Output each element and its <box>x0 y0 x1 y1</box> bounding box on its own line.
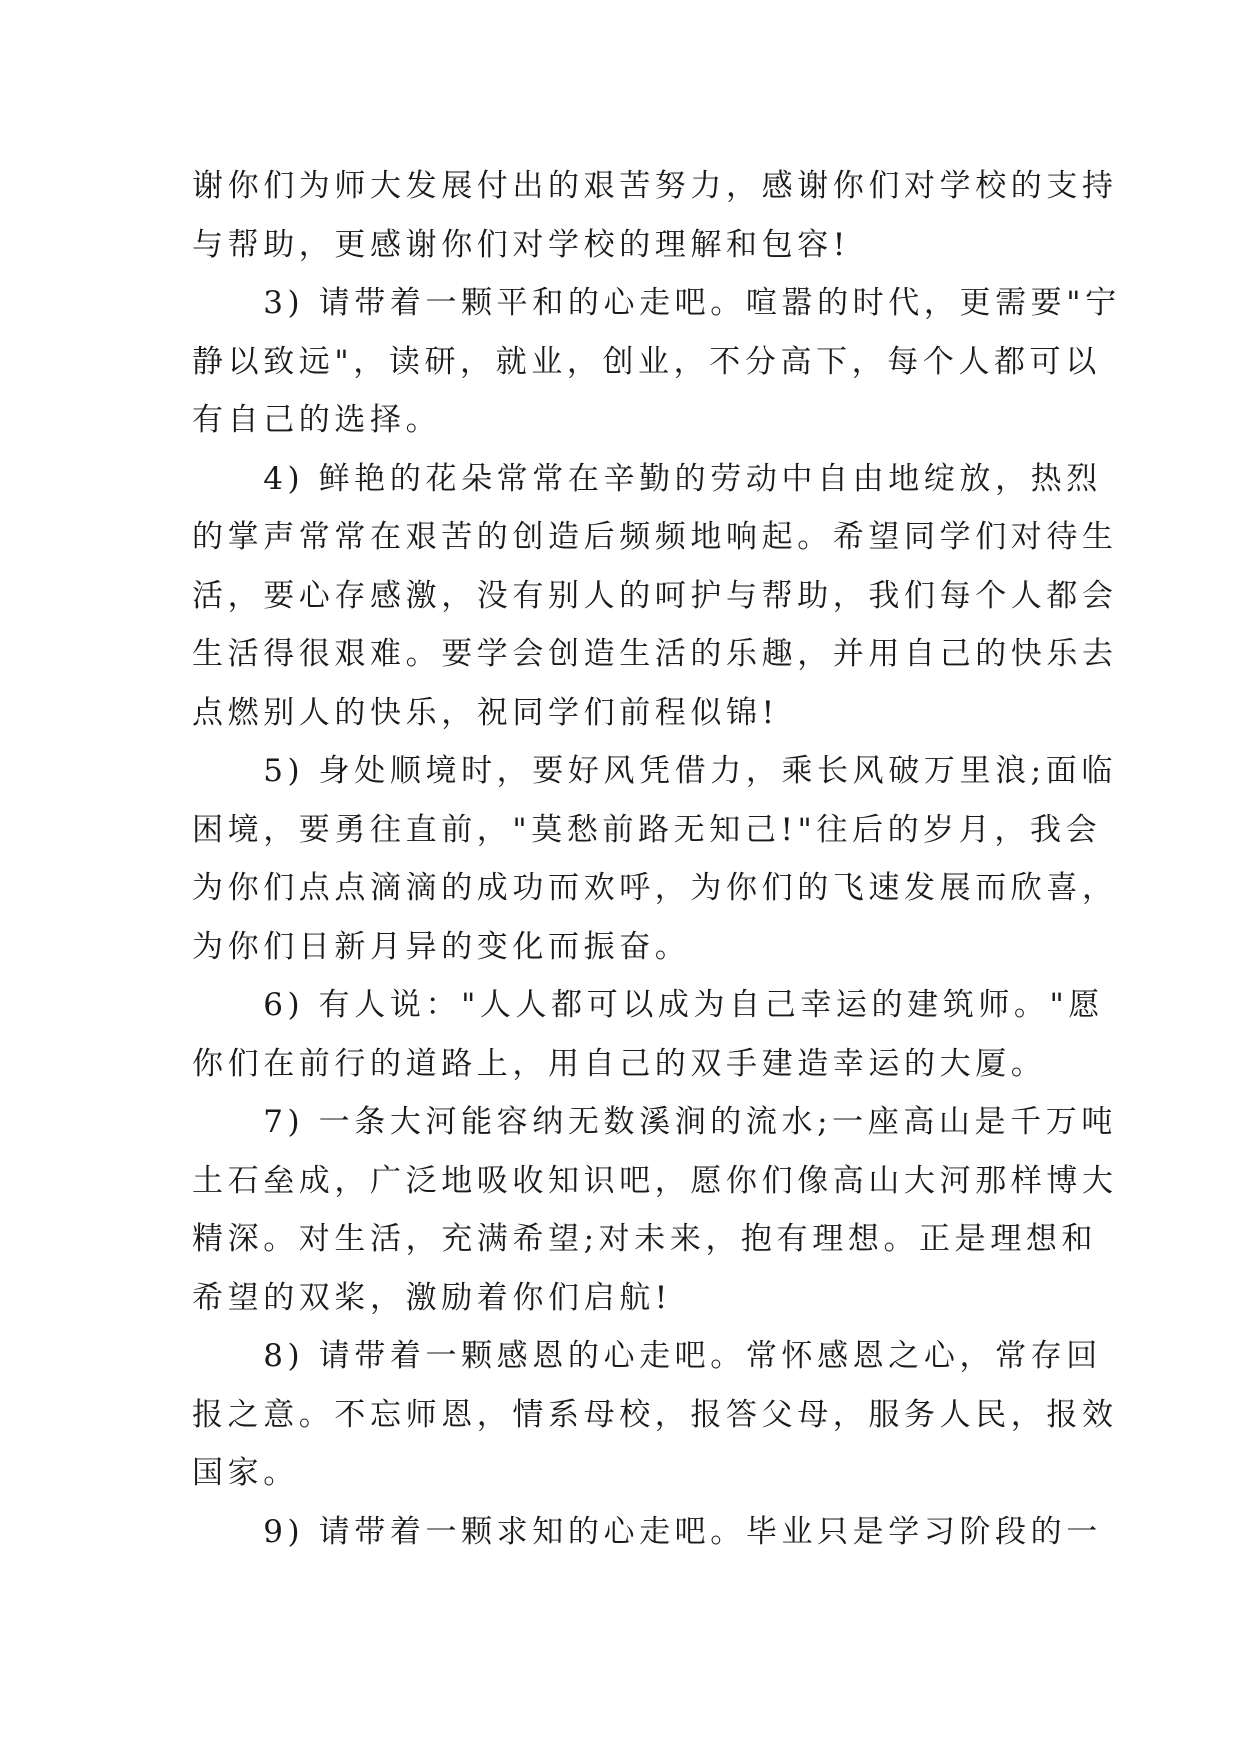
text-line: 精深。对生活，充满希望;对未来，抱有理想。正是理想和 <box>192 1221 1098 1257</box>
text-line: 8) 请带着一颗感恩的心走吧。常怀感恩之心，常存回 <box>192 1338 1102 1374</box>
text-line: 7) 一条大河能容纳无数溪涧的流水;一座高山是千万吨 <box>192 1104 1117 1140</box>
document-body <box>192 157 1121 1561</box>
text-line: 生活得很艰难。要学会创造生活的乐趣，并用自己的快乐去 <box>192 636 1118 672</box>
text-line: 为你们点点滴滴的成功而欢呼，为你们的飞速发展而欣喜， <box>192 870 1118 906</box>
text-line: 的掌声常常在艰苦的创造后频频地响起。希望同学们对待生 <box>192 519 1118 555</box>
text-line: 4) 鲜艳的花朵常常在辛勤的劳动中自由地绽放，热烈 <box>192 460 1102 497</box>
text-line: 6) 有人说："人人都可以成为自己幸运的建筑师。"愿 <box>192 987 1104 1023</box>
text-line: 你们在前行的道路上，用自己的双手建造幸运的大厦。 <box>192 1045 1047 1082</box>
text-line: 为你们日新月异的变化而振奋。 <box>192 928 691 965</box>
text-line: 3) 请带着一颗平和的心走吧。喧嚣的时代，更需要"宁 <box>192 285 1121 321</box>
text-line: 希望的双桨，激励着你们启航! <box>192 1279 672 1316</box>
text-line: 9) 请带着一颗求知的心走吧。毕业只是学习阶段的一 <box>192 1513 1102 1550</box>
text-line: 点燃别人的快乐，祝同学们前程似锦! <box>192 694 779 731</box>
text-line: 谢你们为师大发展付出的艰苦努力，感谢你们对学校的支持 <box>192 168 1118 204</box>
text-line: 有自己的选择。 <box>192 402 442 438</box>
text-line: 报之意。不忘师恩，情系母校，报答父母，服务人民，报效 <box>192 1396 1118 1433</box>
text-line: 困境，要勇往直前，"莫愁前路无知己!"往后的岁月，我会 <box>192 811 1102 848</box>
text-line: 土石垒成，广泛地吸收知识吧，愿你们像高山大河那样博大 <box>192 1162 1118 1199</box>
text-line: 与帮助，更感谢你们对学校的理解和包容! <box>192 226 850 263</box>
text-line: 5) 身处顺境时，要好风凭借力，乘长风破万里浪;面临 <box>192 753 1117 789</box>
text-line: 静以致远"，读研，就业，创业，不分高下，每个人都可以 <box>192 343 1101 380</box>
text-line: 活，要心存感激，没有别人的呵护与帮助，我们每个人都会 <box>192 577 1118 614</box>
text-line: 国家。 <box>192 1455 299 1491</box>
